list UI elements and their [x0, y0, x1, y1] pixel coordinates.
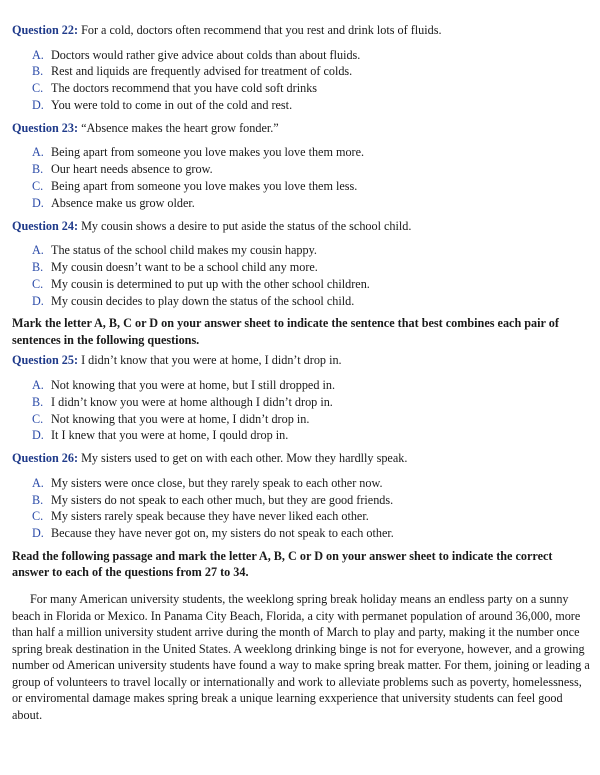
option-d: D. You were told to come in out of the cold and rest. [32, 97, 293, 112]
question-block-25 [12, 352, 590, 444]
option-a: A. The status of the school child makes my cousin happy. [32, 243, 317, 258]
option-d: D. It I knew that you were at home, I qould drop in. [32, 428, 289, 443]
question-text: For a cold, doctors often recommend that you rest and drink lots of fluids. [81, 23, 442, 37]
question-label: Question 22: [12, 23, 79, 37]
option-c: C. My cousin is determined to put up with the other school children. [32, 276, 370, 291]
question-block-26 [12, 450, 590, 542]
option-a: A. Not knowing that you were at home, but I still dropped in. [32, 377, 335, 392]
options-list [12, 377, 590, 444]
question-text: “Absence makes the heart grow fonder.” [81, 120, 279, 135]
question-text: I didn’t know that you were at home, I didn’t drop in. [81, 353, 342, 368]
option-c: C. My sisters rarely speak because they have never liked each other. [32, 509, 369, 524]
options-list [12, 144, 590, 211]
option-b: B. Rest and liquids are frequently advised for treatment of colds. [32, 64, 353, 79]
passage-text: For many American university students, the weeklong spring break holiday means an endless party on a sunny beach in Florida or Mexico. In Panama City Beach, Florida, a city with permanet population of around 36,000, more than half a million university student arrive during the month of March to play and party, making it the number once spring break destination in the United States. A weeklong drinking binge is not for everyone, however, and a growing number od American university students have found a way to make spring break matter. For them, joining or leading a group of volunteers to travel locally or internationally and work to alleviate problems such as poverty, homelessness, or enviromental damage makes spring break a unique learning exxperience that university students can feel good about. [12, 591, 590, 723]
option-c: C. Not knowing that you were at home, I didn’t drop in. [32, 411, 310, 426]
question-text: My sisters used to get on with each other. Mow they hardlly speak. [81, 451, 408, 466]
option-c: C. Being apart from someone you love makes you love them less. [32, 178, 358, 193]
instruction-passage: Read the following passage and mark the letter A, B, C or D on your answer sheet to indicate the correct answer to each of the questions from 27 to 34. [12, 548, 553, 580]
question-block-23 [12, 120, 590, 212]
question-label: Question 25: [12, 353, 79, 368]
options-list [12, 47, 590, 114]
instruction-combine: Mark the letter A, B, C or D on your answer sheet to indicate the sentence that best combines each pair of sentences in the following questions. [12, 316, 559, 347]
reading-passage [12, 591, 590, 724]
option-b: B. My cousin doesn’t want to be a school child any more. [32, 259, 318, 274]
option-d: D. Because they have never got on, my sisters do not speak to each other. [32, 526, 394, 541]
option-b: B. I didn’t know you were at home although I didn’t drop in. [32, 394, 333, 409]
option-c: C. The doctors recommend that you have cold soft drinks [32, 81, 318, 96]
options-list [12, 242, 590, 309]
options-list [12, 475, 590, 542]
question-label: Question 24: [12, 218, 79, 233]
option-d: D. My cousin decides to play down the status of the school child. [32, 293, 355, 308]
option-b: B. Our heart needs absence to grow. [32, 162, 213, 177]
question-block-24 [12, 218, 590, 310]
option-a: A. Being apart from someone you love makes you love them more. [32, 145, 365, 160]
option-b: B. My sisters do not speak to each other much, but they are good friends. [32, 492, 394, 507]
document-page [12, 22, 590, 736]
option-a: A. Doctors would rather give advice about colds than about fluids. [32, 47, 361, 62]
question-label: Question 23: [12, 120, 79, 135]
question-text: My cousin shows a desire to put aside the status of the school child. [81, 218, 412, 233]
question-block-22 [12, 22, 590, 114]
question-label: Question 26: [12, 451, 79, 466]
option-a: A. My sisters were once close, but they rarely speak to each other now. [32, 475, 383, 490]
option-d: D. Absence make us grow older. [32, 195, 195, 210]
